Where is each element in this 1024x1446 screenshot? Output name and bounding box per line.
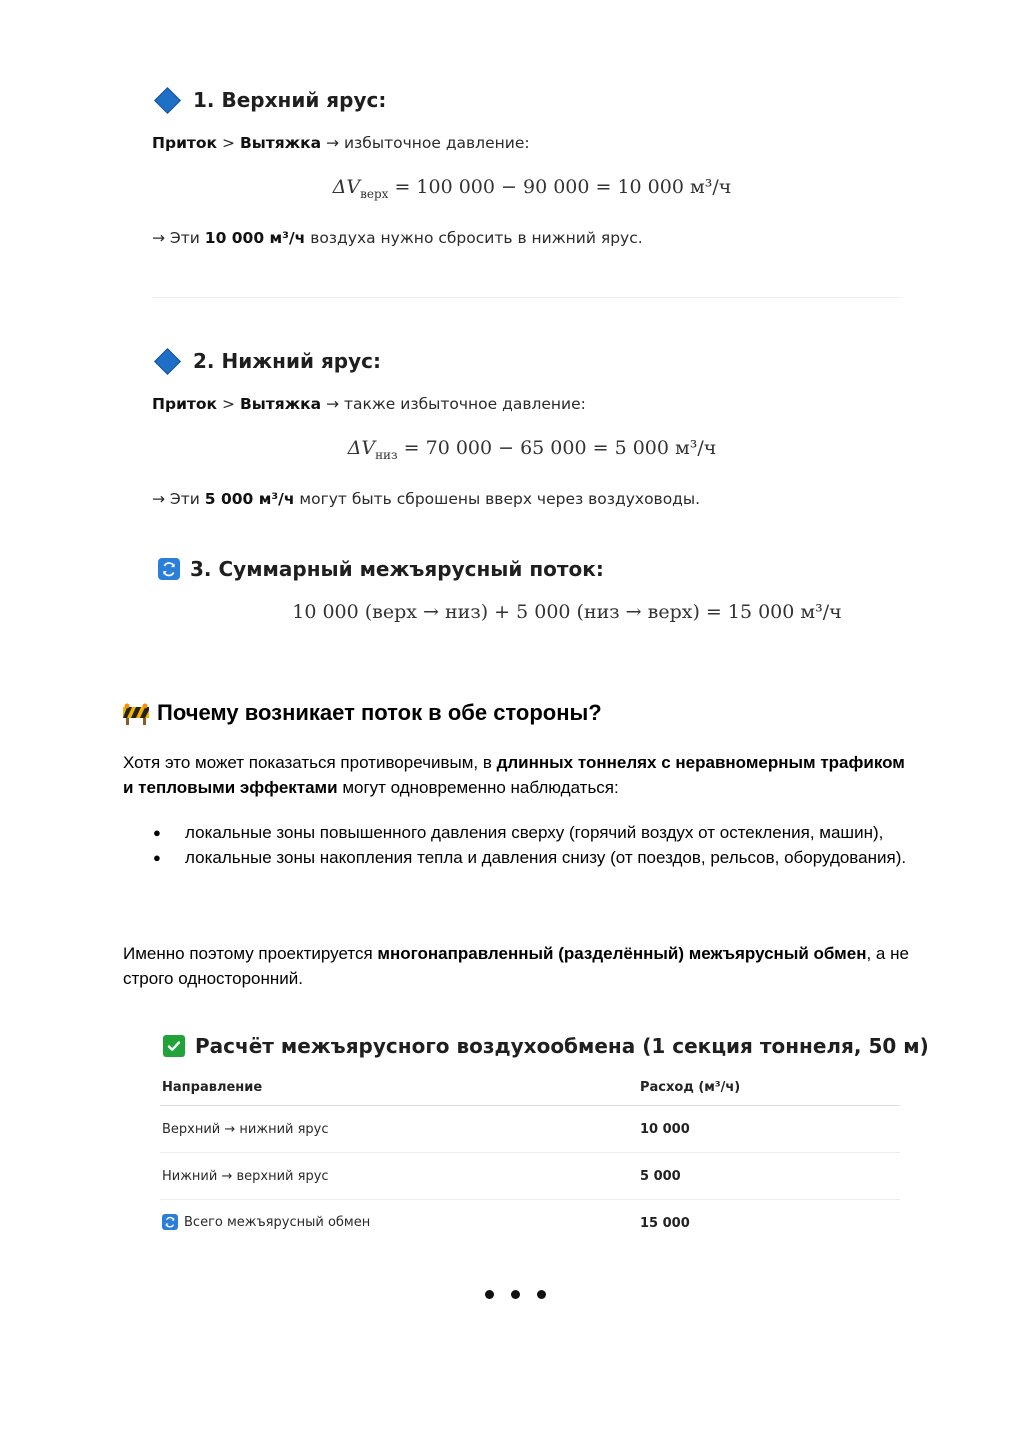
note-pre: → Эти bbox=[152, 490, 205, 508]
inflow-label: Приток bbox=[152, 134, 218, 152]
exhaust-label: Вытяжка bbox=[239, 134, 322, 152]
section-2-note bbox=[152, 490, 700, 508]
cell-flow: 10 000 bbox=[638, 1106, 900, 1153]
table-header-row bbox=[160, 1069, 900, 1106]
note-bold: 10 000 м³/ч bbox=[204, 229, 306, 247]
section-1-intro bbox=[152, 134, 530, 152]
note-bold: 5 000 м³/ч bbox=[204, 490, 295, 508]
formula-rest: = 100 000 − 90 000 = 10 000 м³/ч bbox=[388, 176, 732, 198]
why-paragraph-2 bbox=[123, 941, 913, 991]
why-heading-text: Почему возникает поток в обе стороны? bbox=[157, 700, 602, 725]
section-2-title bbox=[152, 349, 381, 373]
note-post: могут быть сброшены вверх через воздуховоды. bbox=[294, 490, 701, 508]
table-row bbox=[160, 1200, 900, 1247]
ellipsis-icon[interactable] bbox=[485, 1290, 546, 1299]
p1-bold: длинных тоннелях с неравномерным трафиком и тепловыми эффектами bbox=[123, 753, 905, 797]
section-2-intro bbox=[152, 395, 586, 413]
formula-sub: верх bbox=[360, 186, 389, 201]
refresh-arrows-icon bbox=[158, 558, 180, 580]
intro-rest: → также избыточное давление: bbox=[321, 395, 586, 413]
formula-delta: ΔV bbox=[347, 437, 376, 459]
divider bbox=[152, 297, 902, 298]
dot bbox=[485, 1290, 494, 1299]
gt-sign: > bbox=[217, 395, 240, 413]
calc-title-text: Расчёт межъярусного воздухообмена (1 секция тоннеля, 50 м) bbox=[195, 1034, 929, 1058]
construction-barrier-icon bbox=[123, 703, 149, 723]
list-item: ● локальные зоны накопления тепла и давления снизу (от поездов, рельсов, оборудования). bbox=[123, 845, 913, 870]
blue-diamond-icon bbox=[154, 348, 181, 375]
why-paragraph-1 bbox=[123, 750, 913, 800]
p2-bold: многонаправленный (разделённый) межъярусный обмен bbox=[377, 944, 867, 963]
cell-flow: 5 000 bbox=[638, 1153, 900, 1200]
section-3-title-text: 3. Суммарный межъярусный поток: bbox=[190, 557, 604, 581]
table-row bbox=[160, 1153, 900, 1200]
inflow-label: Приток bbox=[152, 395, 218, 413]
blue-diamond-icon bbox=[154, 87, 181, 114]
section-3-title bbox=[158, 557, 604, 581]
refresh-arrows-icon bbox=[162, 1214, 178, 1230]
p2-pre: Именно поэтому проектируется bbox=[123, 944, 378, 963]
calc-table bbox=[160, 1069, 900, 1246]
why-heading bbox=[123, 700, 602, 726]
section-1-note bbox=[152, 229, 643, 247]
section-1-formula bbox=[152, 176, 912, 201]
dot bbox=[537, 1290, 546, 1299]
formula-sub: низ bbox=[375, 447, 398, 462]
cell-direction: Верхний → нижний ярус bbox=[160, 1106, 638, 1153]
p1-post: могут одновременно наблюдаться: bbox=[337, 778, 619, 797]
why-bullet-list bbox=[123, 820, 913, 870]
note-post: воздуха нужно сбросить в нижний ярус. bbox=[305, 229, 643, 247]
p1-pre: Хотя это может показаться противоречивым, в bbox=[123, 753, 497, 772]
section-1-title-text: 1. Верхний ярус: bbox=[193, 88, 387, 112]
dot bbox=[511, 1290, 520, 1299]
intro-rest: → избыточное давление: bbox=[321, 134, 530, 152]
note-pre: → Эти bbox=[152, 229, 205, 247]
section-2-title-text: 2. Нижний ярус: bbox=[193, 349, 381, 373]
section-2-formula bbox=[152, 437, 912, 462]
gt-sign: > bbox=[217, 134, 240, 152]
calc-title bbox=[163, 1034, 929, 1058]
cell-flow: 15 000 bbox=[640, 1215, 690, 1231]
section-1-title bbox=[152, 88, 386, 112]
list-item: ● локальные зоны повышенного давления сверху (горячий воздух от остекления, машин), bbox=[123, 820, 913, 845]
section-3-formula: 10 000 (верх → низ) + 5 000 (низ → верх) = 15 000 м³/ч bbox=[292, 601, 842, 623]
check-mark-button-icon bbox=[163, 1035, 185, 1057]
formula-delta: ΔV bbox=[332, 176, 361, 198]
exhaust-label: Вытяжка bbox=[239, 395, 322, 413]
total-label: Всего межъярусный обмен bbox=[184, 1214, 371, 1230]
cell-direction-total bbox=[160, 1200, 638, 1247]
header-direction: Направление bbox=[160, 1069, 638, 1106]
p2-post: , а не строго односторонний. bbox=[123, 944, 909, 988]
table-row bbox=[160, 1106, 900, 1153]
header-flow: Расход (м³/ч) bbox=[638, 1069, 900, 1106]
cell-direction: Нижний → верхний ярус bbox=[160, 1153, 638, 1200]
formula-rest: = 70 000 − 65 000 = 5 000 м³/ч bbox=[397, 437, 717, 459]
